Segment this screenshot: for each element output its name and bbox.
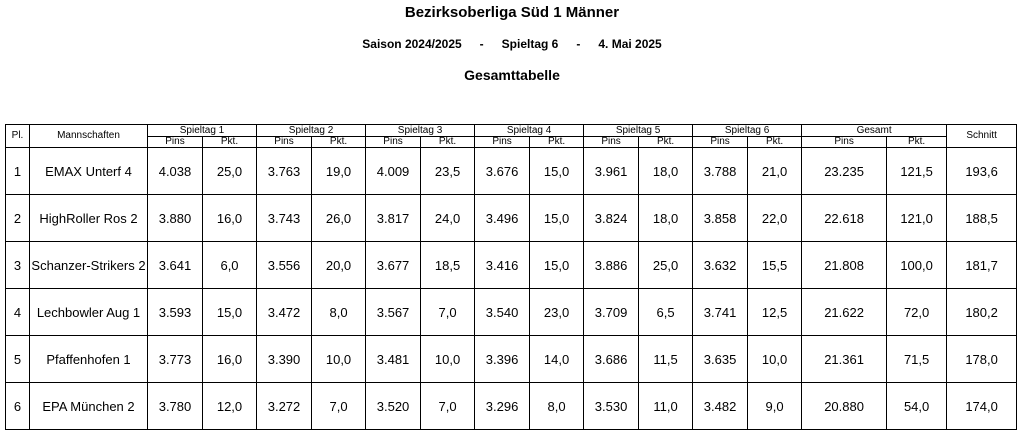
place-cell: 1 [6,148,30,195]
pins-subheader: Pins [584,137,639,148]
table-row [6,195,1017,242]
matchday-label: Spieltag 6 [501,37,559,51]
points-subheader: Pkt. [639,137,693,148]
date-label: 4. Mai 2025 [598,37,662,51]
pins-cell: 3.763 [257,148,312,195]
header-row [6,125,1017,137]
points-subheader: Pkt. [530,137,584,148]
total-pins-cell: 20.880 [802,383,887,430]
pins-cell: 3.390 [257,336,312,383]
pins-cell: 3.858 [693,195,748,242]
pins-cell: 3.481 [366,336,421,383]
average-cell: 193,6 [947,148,1017,195]
average-cell: 181,7 [947,242,1017,289]
table-row [6,242,1017,289]
pins-cell: 3.817 [366,195,421,242]
pins-cell: 3.641 [148,242,203,289]
pins-subheader: Pins [148,137,203,148]
total-points-cell: 121,5 [887,148,947,195]
points-cell: 23,0 [530,289,584,336]
pins-cell: 3.686 [584,336,639,383]
pins-cell: 3.496 [475,195,530,242]
points-subheader: Pkt. [421,137,475,148]
pins-cell: 4.038 [148,148,203,195]
team-cell: Pfaffenhofen 1 [30,336,148,383]
subtitle-separator: - [479,37,484,51]
section-title: Gesamttabelle [464,67,560,83]
points-cell: 11,0 [639,383,693,430]
total-pins-cell: 22.618 [802,195,887,242]
points-cell: 7,0 [421,289,475,336]
points-cell: 15,5 [748,242,802,289]
pins-cell: 3.743 [257,195,312,242]
team-cell: Schanzer-Strikers 2 [30,242,148,289]
page-subtitle [0,37,1024,51]
group-header: Spieltag 2 [257,125,366,137]
pins-cell: 3.961 [584,148,639,195]
team-cell: EPA München 2 [30,383,148,430]
total-points-cell: 54,0 [887,383,947,430]
points-cell: 6,5 [639,289,693,336]
points-subheader: Pkt. [748,137,802,148]
pins-subheader: Pins [802,137,887,148]
total-points-cell: 72,0 [887,289,947,336]
points-cell: 10,0 [748,336,802,383]
pins-cell: 3.635 [693,336,748,383]
group-header: Gesamt [802,125,947,137]
pins-cell: 3.788 [693,148,748,195]
average-header: Schnitt [947,125,1017,148]
table-row [6,336,1017,383]
points-cell: 14,0 [530,336,584,383]
pins-cell: 3.676 [475,148,530,195]
points-cell: 25,0 [203,148,257,195]
points-cell: 16,0 [203,336,257,383]
points-cell: 7,0 [421,383,475,430]
pins-cell: 3.556 [257,242,312,289]
average-cell: 188,5 [947,195,1017,242]
pins-subheader: Pins [693,137,748,148]
pins-cell: 3.886 [584,242,639,289]
average-cell: 178,0 [947,336,1017,383]
standings-table [5,124,1017,430]
team-cell: Lechbowler Aug 1 [30,289,148,336]
pins-cell: 3.677 [366,242,421,289]
total-pins-cell: 21.361 [802,336,887,383]
team-cell: HighRoller Ros 2 [30,195,148,242]
pins-cell: 3.880 [148,195,203,242]
pins-subheader: Pins [257,137,312,148]
points-cell: 12,5 [748,289,802,336]
points-subheader: Pkt. [312,137,366,148]
pins-cell: 3.780 [148,383,203,430]
points-cell: 18,0 [639,148,693,195]
pins-cell: 3.530 [584,383,639,430]
points-cell: 21,0 [748,148,802,195]
points-subheader: Pkt. [887,137,947,148]
points-cell: 8,0 [312,289,366,336]
place-cell: 4 [6,289,30,336]
points-cell: 10,0 [312,336,366,383]
points-cell: 15,0 [203,289,257,336]
pins-cell: 4.009 [366,148,421,195]
subheader-row [6,137,1017,148]
season-label: Saison 2024/2025 [362,37,462,51]
place-cell: 6 [6,383,30,430]
pins-cell: 3.567 [366,289,421,336]
points-cell: 18,5 [421,242,475,289]
pins-cell: 3.824 [584,195,639,242]
points-cell: 23,5 [421,148,475,195]
group-header: Spieltag 5 [584,125,693,137]
points-subheader: Pkt. [203,137,257,148]
pins-cell: 3.472 [257,289,312,336]
points-cell: 15,0 [530,148,584,195]
subtitle-separator: - [576,37,581,51]
group-header: Spieltag 6 [693,125,802,137]
pins-cell: 3.272 [257,383,312,430]
total-points-cell: 71,5 [887,336,947,383]
points-cell: 26,0 [312,195,366,242]
page-title: Bezirksoberliga Süd 1 Männer [404,4,620,21]
table-row [6,148,1017,195]
points-cell: 22,0 [748,195,802,242]
place-cell: 2 [6,195,30,242]
points-cell: 10,0 [421,336,475,383]
points-cell: 15,0 [530,195,584,242]
pins-subheader: Pins [366,137,421,148]
place-header: Pl. [6,125,30,148]
pins-cell: 3.593 [148,289,203,336]
points-cell: 8,0 [530,383,584,430]
pins-cell: 3.396 [475,336,530,383]
points-cell: 11,5 [639,336,693,383]
total-points-cell: 100,0 [887,242,947,289]
group-header: Spieltag 1 [148,125,257,137]
pins-cell: 3.773 [148,336,203,383]
total-pins-cell: 21.622 [802,289,887,336]
points-cell: 24,0 [421,195,475,242]
pins-cell: 3.709 [584,289,639,336]
pins-cell: 3.416 [475,242,530,289]
pins-cell: 3.520 [366,383,421,430]
place-cell: 3 [6,242,30,289]
total-points-cell: 121,0 [887,195,947,242]
pins-cell: 3.540 [475,289,530,336]
points-cell: 25,0 [639,242,693,289]
total-pins-cell: 21.808 [802,242,887,289]
pins-cell: 3.482 [693,383,748,430]
points-cell: 16,0 [203,195,257,242]
team-header: Mannschaften [30,125,148,148]
points-cell: 19,0 [312,148,366,195]
points-cell: 9,0 [748,383,802,430]
team-cell: EMAX Unterf 4 [30,148,148,195]
pins-subheader: Pins [475,137,530,148]
points-cell: 18,0 [639,195,693,242]
total-pins-cell: 23.235 [802,148,887,195]
table-row [6,383,1017,430]
place-cell: 5 [6,336,30,383]
table-row [6,289,1017,336]
points-cell: 7,0 [312,383,366,430]
average-cell: 180,2 [947,289,1017,336]
pins-cell: 3.296 [475,383,530,430]
points-cell: 12,0 [203,383,257,430]
group-header: Spieltag 3 [366,125,475,137]
average-cell: 174,0 [947,383,1017,430]
points-cell: 15,0 [530,242,584,289]
pins-cell: 3.741 [693,289,748,336]
group-header: Spieltag 4 [475,125,584,137]
points-cell: 6,0 [203,242,257,289]
points-cell: 20,0 [312,242,366,289]
pins-cell: 3.632 [693,242,748,289]
